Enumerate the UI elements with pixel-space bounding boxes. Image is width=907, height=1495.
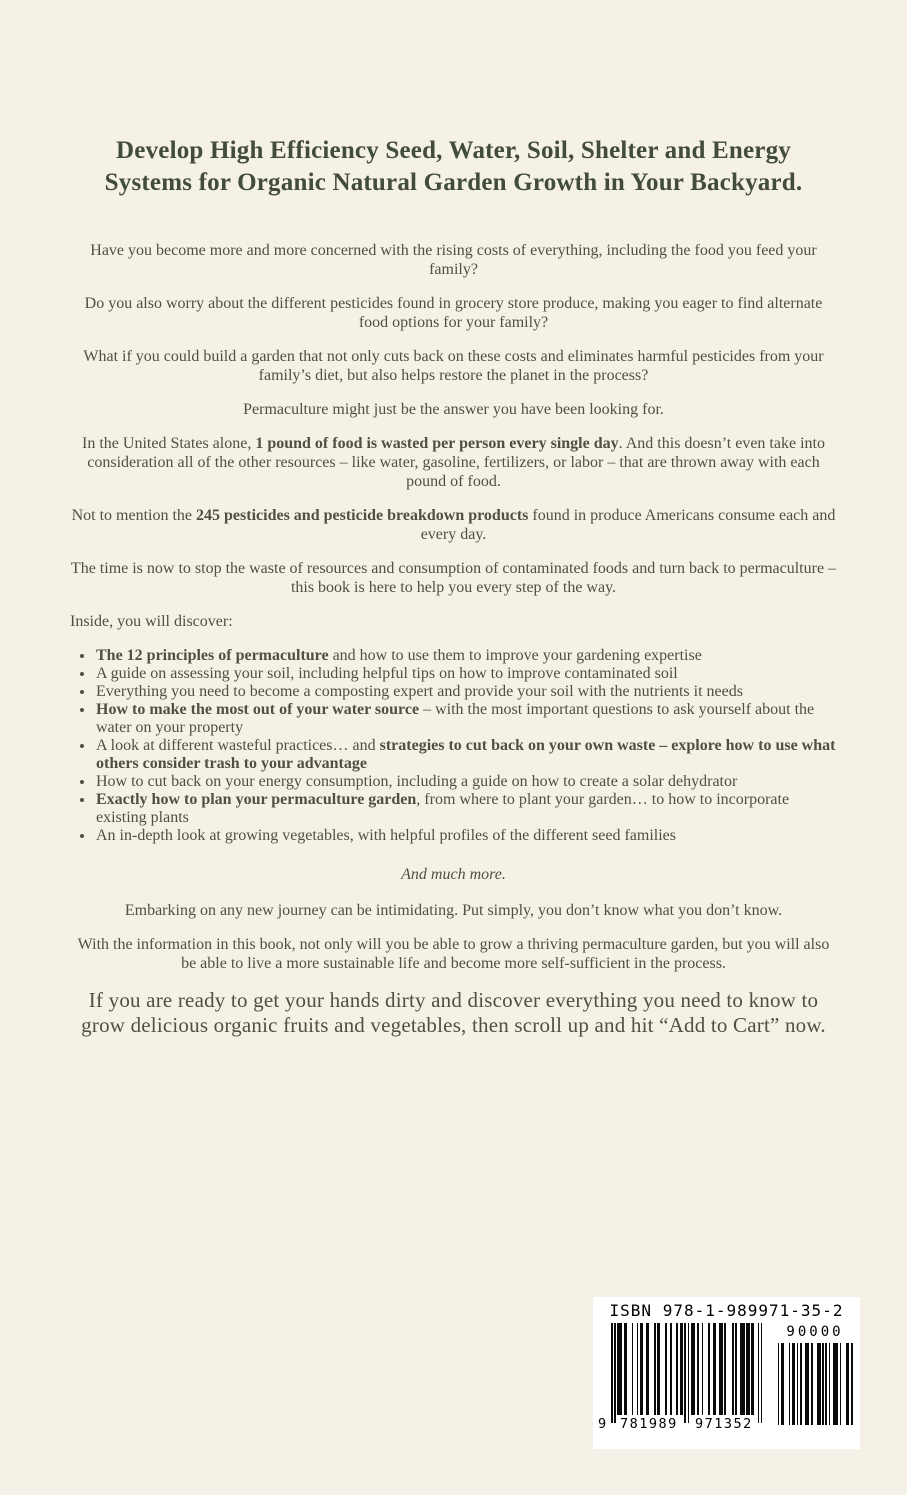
paragraph-with-information: With the information in this book, not only will you be able to grow a thriving permaculture garden, but you will also be able to live a more sustainable life and become more self-sufficient in the process. xyxy=(77,936,830,972)
paragraph-permaculture-answer: Permaculture might just be the answer you have been looking for. xyxy=(243,401,664,418)
paragraph-pesticide-worry: Do you also worry about the different pesticides found in grocery store produce, making you eager to find alternate food options for your family? xyxy=(84,295,823,331)
list-item-plan-garden: Exactly how to plan your permaculture garden, from where to plant your garden… to how to incorporate existing plants xyxy=(74,791,837,827)
paragraph-rising-costs: Have you become more and more concerned with the rising costs of everything, including the food you feed your family? xyxy=(90,242,817,278)
list-item-principles: The 12 principles of permaculture and how to use them to improve your gardening expertise xyxy=(74,647,837,665)
ean13-bars xyxy=(611,1323,762,1423)
call-to-action: If you are ready to get your hands dirty and discover everything you need to know to grow delicious organic fruits and vegetables, then scroll up and hit “Add to Cart” now. xyxy=(81,988,826,1037)
list-item-composting: Everything you need to become a composting expert and provide your soil with the nutrients it needs xyxy=(74,683,837,701)
ean5-bars xyxy=(776,1343,854,1425)
headline-line-2: Systems for Organic Natural Garden Growth in Your Backyard. xyxy=(104,169,803,196)
paragraph-food-waste: In the United States alone, 1 pound of food is wasted per person every single day. And this doesn’t even take into consideration all of the other resources – like water, gasoline, fertilizers, or labor – that are thrown away with each pound of food. xyxy=(82,435,825,490)
discover-intro: Inside, you will discover: xyxy=(70,613,233,630)
discover-list xyxy=(70,647,837,845)
page-title xyxy=(70,135,837,199)
ean13-digits: 9 781989 971352 xyxy=(598,1416,753,1432)
paragraph-embarking: Embarking on any new journey can be intimidating. Put simply, you don’t know what you don’t know. xyxy=(124,902,783,919)
book-back-cover xyxy=(0,135,907,1495)
barcode-row xyxy=(598,1323,854,1433)
ean5-supplement xyxy=(776,1323,854,1425)
and-much-more: And much more. xyxy=(401,866,506,883)
paragraph-build-garden: What if you could build a garden that not only cuts back on these costs and eliminates harmful pesticides from your family’s diet, but also helps restore the planet in the process? xyxy=(83,348,824,384)
list-item-waste-strategies: A look at different wasteful practices… and strategies to cut back on your own waste – explore how to use what others consider trash to your advantage xyxy=(74,737,837,773)
headline-line-1: Develop High Efficiency Seed, Water, Soil, Shelter and Energy xyxy=(116,137,791,164)
isbn-barcode-box xyxy=(593,1297,860,1449)
isbn-number: ISBN 978-1-989971-35-2 xyxy=(609,1301,844,1320)
list-item-vegetables: An in-depth look at growing vegetables, with helpful profiles of the different seed families xyxy=(74,827,837,845)
body-copy xyxy=(70,241,837,1038)
list-item-energy: How to cut back on your energy consumption, including a guide on how to create a solar dehydrator xyxy=(74,773,837,791)
ean13-barcode xyxy=(598,1323,762,1433)
paragraph-time-is-now: The time is now to stop the waste of resources and consumption of contaminated foods and turn back to permaculture – this book is here to help you every step of the way. xyxy=(70,560,837,596)
list-item-soil-guide: A guide on assessing your soil, including helpful tips on how to improve contaminated soil xyxy=(74,665,837,683)
list-item-water-source: How to make the most out of your water source – with the most important questions to ask yourself about the water on your property xyxy=(74,701,837,737)
paragraph-245-pesticides: Not to mention the 245 pesticides and pesticide breakdown products found in produce Americans consume each and every day. xyxy=(71,507,836,543)
supplement-price-code: 90000 xyxy=(786,1324,844,1340)
